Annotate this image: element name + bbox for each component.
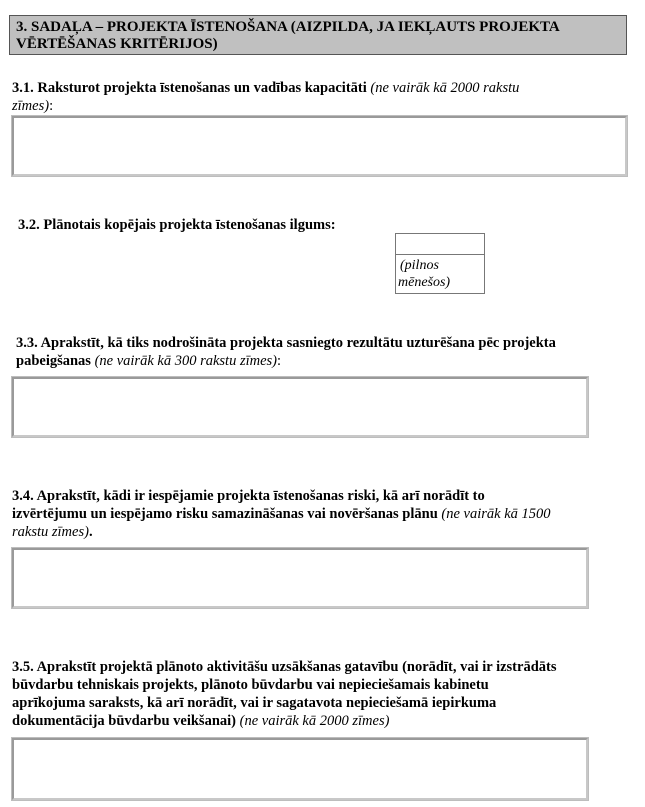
section-title-line1: SADAĻA – PROJEKTA ĪSTENOŠANA (AIZPILDA, JA IEKĻAUTS PROJEKTA: [31, 19, 560, 35]
q32-label: 3.2. Plānotais kopējais projekta īstenošanas ilgums:: [18, 217, 336, 233]
q33-colon: :: [277, 353, 282, 369]
q32-unit-line1: (pilnos: [400, 258, 439, 273]
q34-end: .: [88, 524, 93, 540]
question-3-1-label: [12, 79, 627, 115]
q33-label-line1: 3.3. Aprakstīt, kā tiks nodrošināta projekta sasniegto rezultātu uzturēšana pēc projekta: [16, 335, 556, 351]
q31-label: 3.1. Raksturot projekta īstenošanas un vadības kapacitāti: [12, 80, 367, 96]
q34-label-line1: 3.4. Aprakstīt, kādi ir iespējamie projekta īstenošanas riski, kā arī norādīt to: [12, 488, 485, 504]
q35-label-line4: dokumentācija būvdarbu veikšanai): [12, 713, 236, 729]
q35-label-line3: aprīkojuma saraksts, kā arī norādīt, vai ir sagatavota nepieciešamā iepirkuma: [12, 695, 497, 711]
question-3-4-label: [12, 487, 637, 541]
q34-label-line2: izvērtējumu un iespējamo risku samazināšanas vai novēršanas plānu: [12, 506, 438, 522]
q35-label-line2: būvdarbu tehniskais projekts, plānoto būvdarbu vai nepieciešamais kabinetu: [12, 677, 489, 693]
q35-hint: (ne vairāk kā 2000 zīmes): [239, 713, 390, 729]
section-number: 3.: [16, 19, 28, 35]
q33-label-line2: pabeigšanas: [16, 353, 91, 369]
q32-unit-cell: [396, 255, 484, 291]
q31-hint-line1: (ne vairāk kā 2000 rakstu: [370, 80, 520, 96]
q32-unit-line2: mēnešos): [398, 275, 451, 290]
q31-hint-line2: zīmes): [12, 98, 50, 114]
section-header: [9, 15, 627, 55]
question-3-3-label: [16, 334, 641, 370]
q31-answer-field[interactable]: [12, 116, 627, 176]
q34-hint-line3: rakstu zīmes): [12, 524, 89, 540]
question-3-5-label: [12, 658, 642, 730]
q34-answer-field[interactable]: [12, 548, 588, 608]
q35-answer-field[interactable]: [12, 738, 588, 800]
q34-hint-line2: (ne vairāk kā 1500: [441, 506, 551, 522]
q33-hint: (ne vairāk kā 300 rakstu zīmes): [94, 353, 277, 369]
q33-answer-field[interactable]: [12, 377, 588, 437]
section-title-line2: VĒRTĒŠANAS KRITĒRIJOS): [16, 36, 218, 52]
q32-duration-table: [395, 233, 485, 294]
q35-label-line1: 3.5. Aprakstīt projektā plānoto aktivitāšu uzsākšanas gatavību (norādīt, vai ir izstrādāts: [12, 659, 557, 675]
question-3-2-label: [18, 216, 336, 234]
q31-colon: :: [49, 98, 54, 114]
q32-duration-input[interactable]: [396, 234, 484, 255]
